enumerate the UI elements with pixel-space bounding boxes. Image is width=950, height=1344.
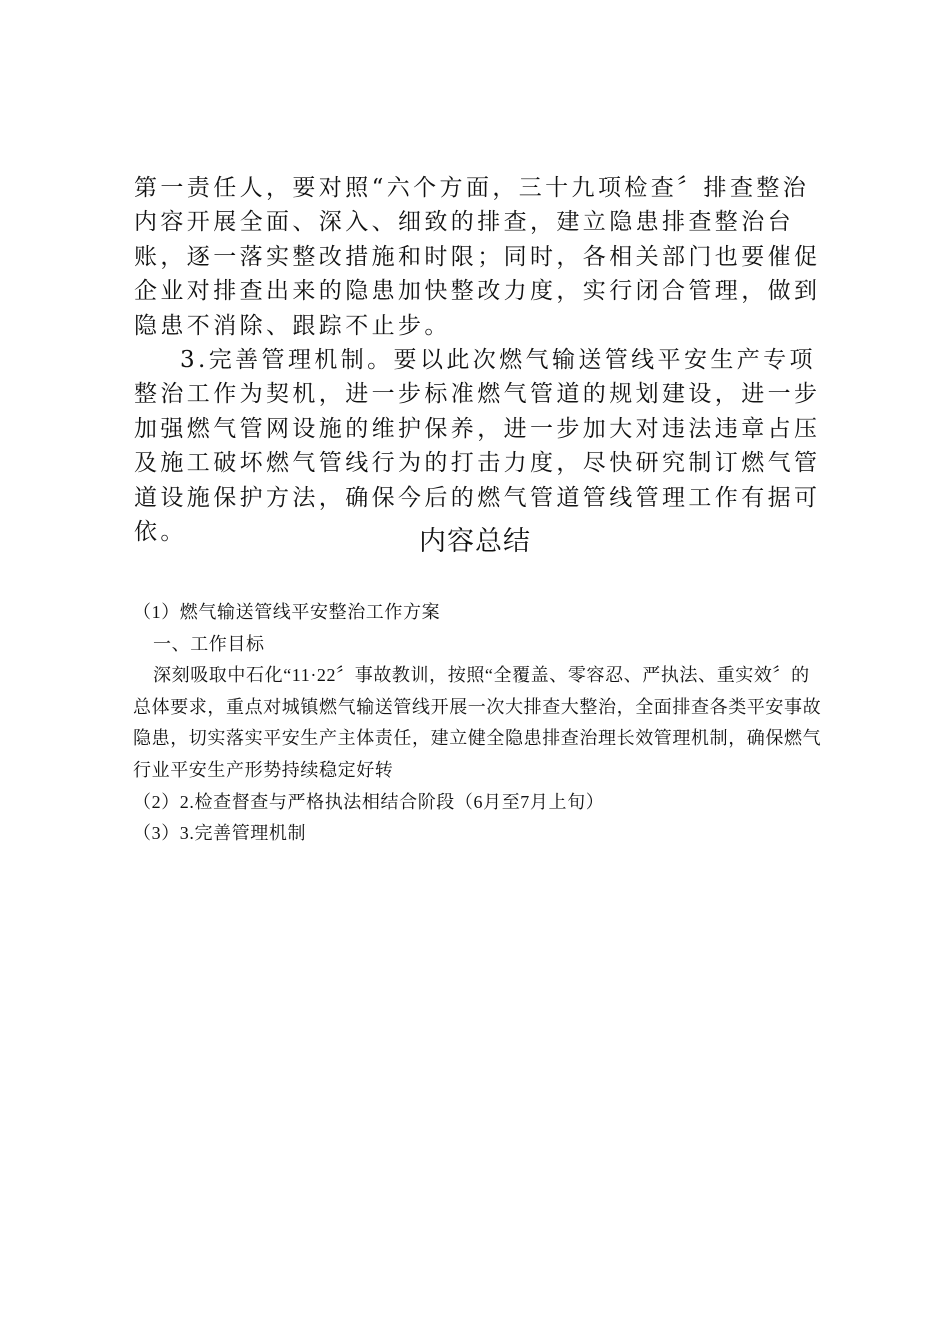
body-text: [134, 171, 834, 549]
summary-heading: 内容总结: [419, 526, 531, 557]
summary-item-1-paragraph: 深刻吸取中石化“11·22〞事故教训，按照“全覆盖、零容忍、严执法、重实效〞的总体要求，重点对城镇燃气输送管线开展一次大排查大整治，全面排查各类平安事故隐患，切实落实平安生产主体责任，建立健全隐患排查治理长效管理机制，确保燃气行业平安生产形势持续稳定好转: [133, 665, 822, 780]
paragraph-management-mechanism: 3.完善管理机制。要以此次燃气输送管线平安生产专项整治工作为契机，进一步标准燃气管道的规划建设，进一步加强燃气管网设施的维护保养，进一步加大对违法违章占压及施工破坏燃气管线行为的打击力度，尽快研究制订燃气管道设施保护方法，确保今后的燃气管道管线管理工作有据可依。: [134, 347, 821, 546]
summary-section: [133, 597, 823, 850]
paragraph-responsibility: 第一责任人，要对照“六个方面，三十九项检查〞排查整治内容开展全面、深入、细致的排查，建立隐患排查整治台账，逐一落实整改措施和时限；同时，各相关部门也要催促企业对排查出来的隐患加快整改力度，实行闭合管理，做到隐患不消除、跟踪不止步。: [134, 175, 821, 339]
summary-item-2: （2）2.检查督查与严格执法相结合阶段（6月至7月上旬）: [133, 791, 605, 812]
summary-item-1-subheading: 一、工作目标: [153, 633, 265, 654]
summary-item-3: （3）3.完善管理机制: [133, 823, 307, 844]
summary-item-1: （1）燃气输送管线平安整治工作方案: [133, 602, 441, 622]
